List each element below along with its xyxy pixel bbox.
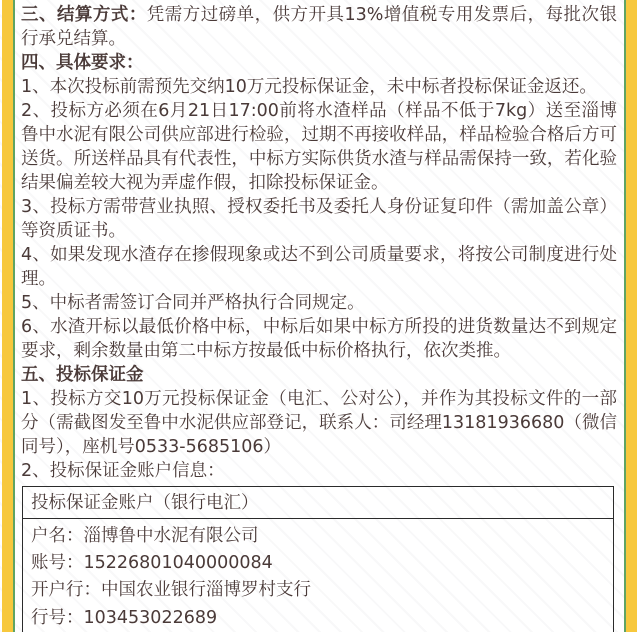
right-border-bar xyxy=(624,0,637,632)
deposit-table-row: 账号：15226801040000084 xyxy=(31,553,273,574)
paragraph-bold-lead: 五、投标保证金 xyxy=(21,365,144,385)
deposit-account-table xyxy=(22,486,614,632)
paragraph: 1、本次投标前需预先交纳10万元投标保证金，未中标者投标保证金返还。 xyxy=(21,77,597,97)
paragraph: 3、投标方需带营业执照、授权委托书及委托人身份证复印件（需加盖公章）等资质证书。 xyxy=(21,197,617,241)
paragraph: 2、投标方必须在6月21日17:00前将水渣样品（样品不低于7kg）送至淄博鲁中水泥有限公司供应部进行检验，过期不再接收样品，样品检验合格后方可送货。所送样品具有代表性，中标方实际供货水渣与样品需保持一致，若化验结果偏差较大视为弄虚作假，扣除投标保证金。 xyxy=(21,101,617,193)
paragraph: 2、投标保证金账户信息： xyxy=(21,461,225,481)
left-border-bar xyxy=(2,0,15,632)
paragraph: 三、结算方式：凭需方过磅单，供方开具13%增值税专用发票后，每批次银行承兑结算。 xyxy=(21,5,617,49)
deposit-table-row: 开户行：中国农业银行淄博罗村支行 xyxy=(31,580,311,601)
section-heading xyxy=(21,363,617,387)
paragraph-bold-lead: 三、结算方式： xyxy=(21,5,147,25)
paragraph: 5、中标者需签订合同并严格执行合同规定。 xyxy=(21,293,365,313)
deposit-table-header xyxy=(23,487,613,519)
deposit-table-body xyxy=(23,519,613,632)
paragraph: 6、水渣开标以最低价格中标，中标后如果中标方所投的进货数量达不到规定要求，剩余数量由第二中标方按最低中标价格执行，依次类推。 xyxy=(21,317,617,361)
paragraph: 1、投标方交10万元投标保证金（电汇、公对公），并作为其投标文件的一部分（需截图发至鲁中水泥供应部登记，联系人：司经理13181936680（微信同号），座机号0533-5685106） xyxy=(21,389,617,457)
deposit-table-row: 行号：103453022689 xyxy=(31,607,218,628)
deposit-table-header-label: 投标保证金账户（银行电汇） xyxy=(31,492,259,513)
paragraph-bold-lead: 四、具体要求： xyxy=(21,53,144,73)
section-heading xyxy=(21,51,617,75)
paragraph: 4、如果发现水渣存在掺假现象或达不到公司质量要求，将按公司制度进行处理。 xyxy=(21,245,617,289)
deposit-table-row: 户名：淄博鲁中水泥有限公司 xyxy=(31,525,259,546)
notice-body xyxy=(15,0,624,632)
paragraph-list xyxy=(21,3,617,483)
